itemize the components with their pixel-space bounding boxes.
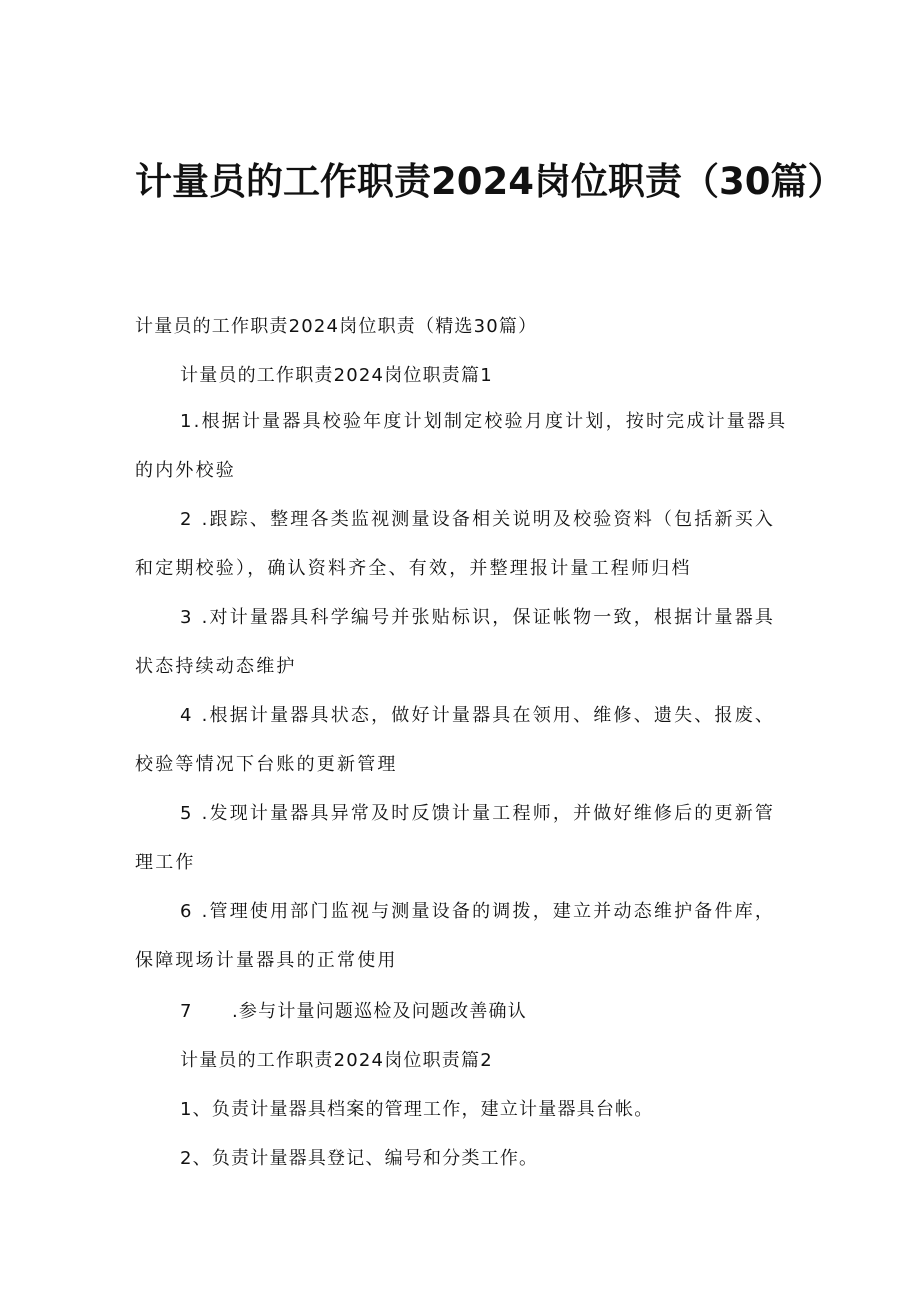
list-item-1-1: 1.根据计量器具校验年度计划制定校验月度计划，按时完成计量器具的内外校验	[135, 411, 788, 481]
list-item-1-5: 5 .发现计量器具异常及时反馈计量工程师，并做好维修后的更新管理工作	[135, 803, 776, 873]
list-item-1-7-number: 7	[180, 1001, 193, 1022]
list-item-1-3: 3 .对计量器具科学编号并张贴标识，保证帐物一致，根据计量器具状态持续动态维护	[135, 607, 776, 677]
list-item-1-2: 2 .跟踪、整理各类监视测量设备相关说明及校验资料（包括新买入和定期校验），确认资料齐全、有效，并整理报计量工程师归档	[135, 509, 776, 579]
document-subtitle: 计量员的工作职责2024岗位职责（精选30篇）	[135, 316, 538, 337]
list-item-1-7-text: .参与计量问题巡检及问题改善确认	[232, 1001, 527, 1022]
section-1-heading: 计量员的工作职责2024岗位职责篇1	[180, 365, 493, 386]
section-2-heading: 计量员的工作职责2024岗位职责篇2	[180, 1050, 493, 1071]
list-item-1-6: 6 .管理使用部门监视与测量设备的调拨，建立并动态维护备件库，保障现场计量器具的正常使用	[135, 901, 776, 971]
list-item-2-2: 2、负责计量器具登记、编号和分类工作。	[180, 1148, 539, 1169]
document-title: 计量员的工作职责2024岗位职责（30篇）	[135, 160, 845, 203]
list-item-1-4: 4 .根据计量器具状态，做好计量器具在领用、维修、遗失、报废、校验等情况下台账的更新管理	[135, 705, 776, 775]
list-item-2-1: 1、负责计量器具档案的管理工作，建立计量器具台帐。	[180, 1099, 654, 1120]
